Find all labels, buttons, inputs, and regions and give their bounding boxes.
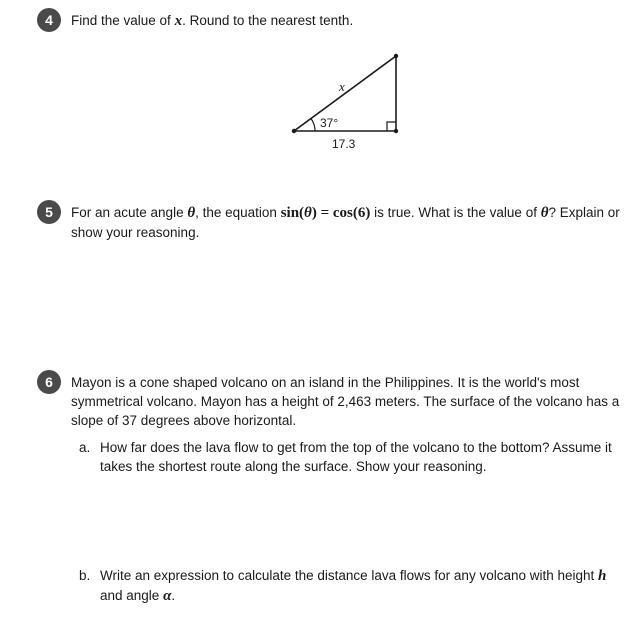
q5-eq-theta: θ — [304, 205, 312, 221]
question-6-part-a — [79, 438, 619, 476]
q4-variable-x: x — [174, 13, 183, 29]
q5-theta: θ — [187, 205, 196, 221]
triangle-hypotenuse — [294, 56, 396, 131]
question-number-badge: 6 — [37, 370, 61, 394]
question-5-prompt — [71, 203, 623, 242]
base-length-label: 17.3 — [332, 137, 356, 151]
triangle-vertex — [394, 129, 398, 133]
q5-theta: θ — [540, 205, 549, 221]
triangle-vertex — [394, 54, 398, 58]
q5-text: For an acute angle — [71, 205, 188, 220]
q5-eq-rest: ) = cos(6) — [311, 205, 371, 221]
question-6-part-b — [79, 566, 619, 606]
question-6-prompt: Mayon is a cone shaped volcano on an island in the Philippines. It is the world's most symmetrical volcano. Mayon has a height of 2,463 meters. The surface of the volcano has a slope of 37 degrees above horizontal. — [71, 375, 620, 428]
q5-text: ? Explain or show your reasoning. — [71, 205, 620, 240]
hypotenuse-label: x — [339, 79, 345, 94]
part-b-text-mid: and angle — [100, 588, 164, 603]
triangle-vertex — [292, 129, 296, 133]
part-a-letter: a. — [79, 440, 91, 455]
part-a-text: How far does the lava flow to get from the top of the volcano to the bottom? Assume it takes the shortest route along the surface. Show your reasoning. — [100, 440, 612, 474]
question-number-badge: 4 — [37, 8, 61, 32]
part-b-text — [100, 566, 619, 606]
part-b-text-before: Write an expression to calculate the distance lava flows for any volcano with height — [100, 568, 599, 583]
q4-text-after: . Round to the nearest tenth. — [182, 13, 354, 28]
angle-arc — [311, 119, 315, 131]
q5-equation — [281, 205, 371, 221]
q5-eq-sin: sin( — [280, 205, 305, 221]
part-b-variable-alpha: α — [163, 588, 172, 604]
q4-text-before: Find the value of — [71, 13, 175, 28]
part-b-letter: b. — [79, 568, 91, 583]
q5-text: is true. What is the value of — [370, 205, 541, 220]
part-b-variable-h: h — [598, 568, 607, 584]
angle-label: 37° — [320, 116, 339, 130]
question-number-badge: 5 — [37, 200, 61, 224]
part-b-text-after: . — [171, 588, 176, 603]
q5-text: , the equation — [195, 205, 281, 220]
